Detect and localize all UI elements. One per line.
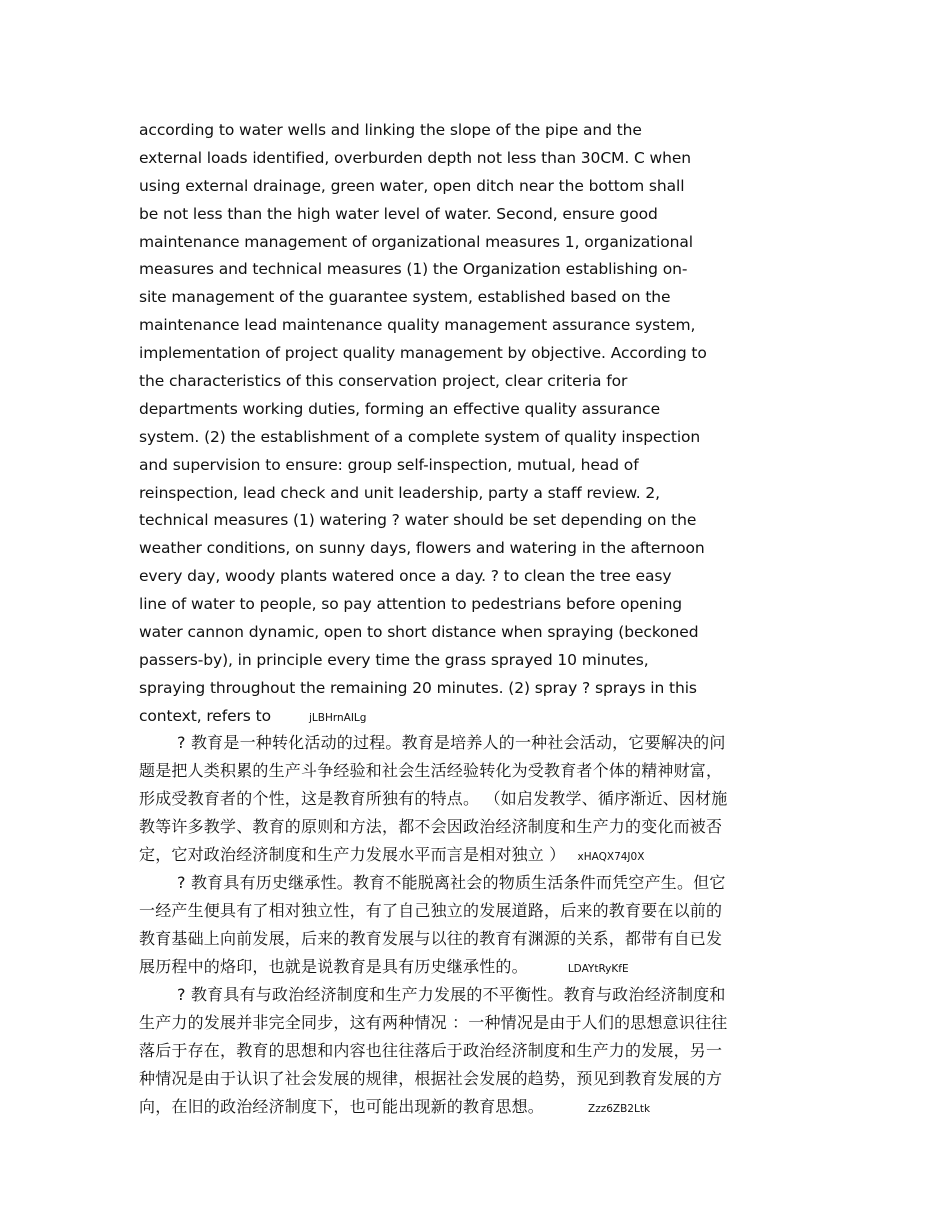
text-line-last bbox=[139, 1093, 799, 1121]
text-line: 一经产生便具有了相对独立性，有了自己独立的发展道路，后来的教育要在以前的 bbox=[139, 901, 723, 920]
text-line: line of water to people, so pay attention to pedestrians before opening bbox=[139, 595, 683, 614]
text-line: spraying throughout the remaining 20 minutes. (2) spray ? sprays in this bbox=[139, 678, 697, 697]
text-line: external loads identified, overburden depth not less than 30CM. C when bbox=[139, 148, 691, 167]
text-line: 生产力的发展并非完全同步，这有两种情况 ：一种情况是由于人们的思想意识往往 bbox=[139, 1013, 728, 1032]
text-line: every day, woody plants watered once a day. ? to clean the tree easy bbox=[139, 567, 672, 586]
chinese-paragraph-1 bbox=[139, 729, 799, 869]
text-line: passers-by), in principle every time the grass sprayed 10 minutes, bbox=[139, 650, 649, 669]
text-line: implementation of project quality management by objective. According to bbox=[139, 344, 707, 363]
text-line: 教育基础上向前发展，后来的教育发展与以往的教育有渊源的关系，都带有自已发 bbox=[139, 929, 723, 948]
text-line: maintenance management of organizational measures 1, organizational bbox=[139, 232, 694, 251]
text-line-last bbox=[139, 953, 799, 981]
document-code: LDAYtRyKfE bbox=[567, 963, 629, 975]
text-line: site management of the guarantee system, established based on the bbox=[139, 288, 671, 307]
text-fragment: 定，它对政治经济制度和生产力发展水平而言是相对独立 ） bbox=[139, 845, 566, 864]
text-line: maintenance lead maintenance quality management assurance system, bbox=[139, 316, 696, 335]
text-line: system. (2) the establishment of a complete system of quality inspection bbox=[139, 427, 701, 446]
text-fragment: 展历程中的烙印，也就是说教育是具有历史继承性的。 bbox=[139, 957, 528, 976]
text-line: be not less than the high water level of water. Second, ensure good bbox=[139, 204, 658, 223]
text-line: 种情况是由于认识了社会发展的规律，根据社会发展的趋势，预见到教育发展的方 bbox=[139, 1069, 723, 1088]
document-code: jLBHrnAILg bbox=[308, 711, 367, 724]
text-line: ? 教育具有历史继承性。教育不能脱离社会的物质生活条件而凭空产生。但它 bbox=[177, 873, 726, 892]
english-paragraph bbox=[139, 117, 714, 731]
text-fragment: context, refers to bbox=[139, 706, 271, 725]
text-line: using external drainage, green water, open ditch near the bottom shall bbox=[139, 176, 685, 195]
text-line: 落后于存在，教育的思想和内容也往往落后于政治经济制度和生产力的发展，另一 bbox=[139, 1041, 723, 1060]
text-line: weather conditions, on sunny days, flowers and watering in the afternoon bbox=[139, 539, 705, 558]
text-line: ? 教育是一种转化活动的过程。教育是培养人的一种社会活动，它要解决的问 bbox=[177, 733, 726, 752]
text-line: 形成受教育者的个性，这是教育所独有的特点。 （如启发教学、循序渐近、因材施 bbox=[139, 789, 728, 808]
text-line: 教等许多教学、教育的原则和方法，都不会因政治经济制度和生产力的变化而被否 bbox=[139, 817, 723, 836]
text-line-last bbox=[139, 703, 714, 731]
text-line: and supervision to ensure: group self-inspection, mutual, head of bbox=[139, 455, 639, 474]
chinese-paragraph-2 bbox=[139, 869, 799, 981]
text-line: measures and technical measures (1) the Organization establishing on- bbox=[139, 260, 688, 279]
text-line: ? 教育具有与政治经济制度和生产力发展的不平衡性。教育与政治经济制度和 bbox=[177, 985, 726, 1004]
text-line: departments working duties, forming an effective quality assurance bbox=[139, 399, 661, 418]
text-line: water cannon dynamic, open to short distance when spraying (beckoned bbox=[139, 623, 699, 642]
text-line: reinspection, lead check and unit leadership, party a staff review. 2, bbox=[139, 483, 660, 502]
chinese-paragraph-3 bbox=[139, 981, 799, 1121]
document-code: Zzz6ZB2Ltk bbox=[588, 1103, 651, 1115]
text-line: technical measures (1) watering ? water should be set depending on the bbox=[139, 511, 697, 530]
text-line: the characteristics of this conservation project, clear criteria for bbox=[139, 372, 628, 391]
text-fragment: 向，在旧的政治经济制度下，也可能出现新的教育思想。 bbox=[139, 1097, 545, 1116]
document-code: xHAQX74J0X bbox=[577, 851, 645, 863]
text-line: 题是把人类积累的生产斗争经验和社会生活经验转化为受教育者个体的精神财富， bbox=[139, 761, 723, 780]
text-line: according to water wells and linking the slope of the pipe and the bbox=[139, 121, 642, 139]
text-line-last bbox=[139, 841, 799, 869]
